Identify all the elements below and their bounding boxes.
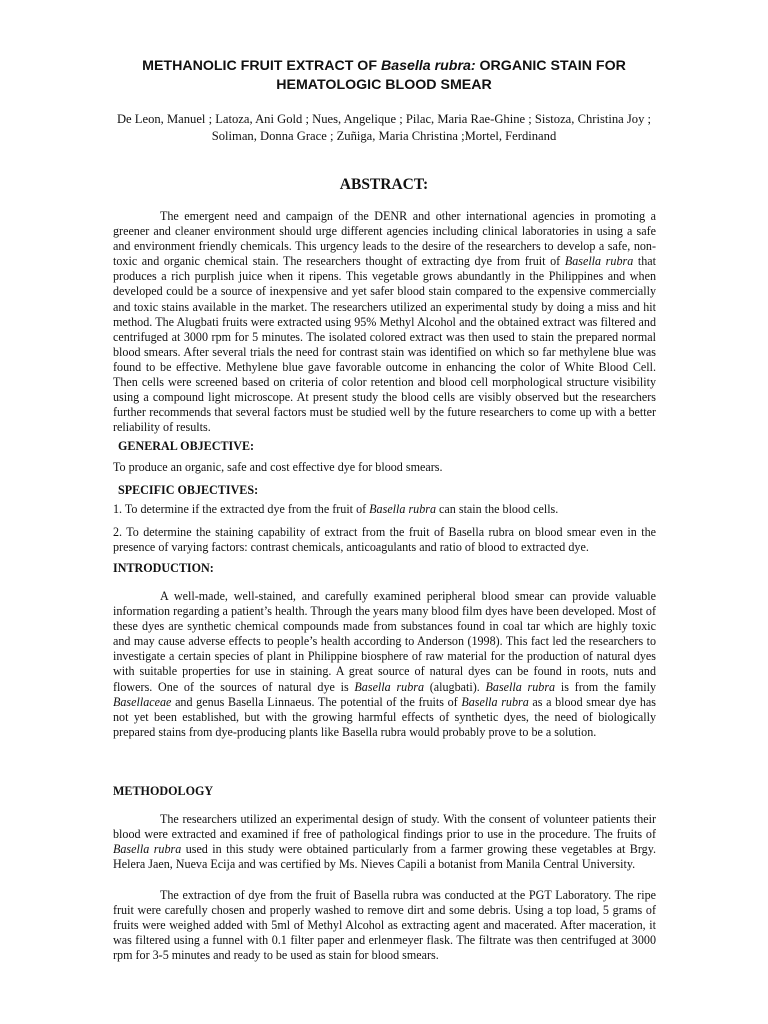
method-text-1b: used in this study were obtained particularly from a farmer growing these vegetables at Brgy. Helera Jaen, Nueva Ecija and was certified by Ms. Nieves Capili a botanist from Manila Central University. (113, 842, 657, 872)
intro-text-3: is from the family (555, 679, 656, 694)
abstract-paragraph (113, 209, 656, 435)
title-species: Basella rubra: (380, 58, 476, 74)
objective-1-text-b: can stain the blood cells. (436, 502, 559, 516)
abstract-text-2: that produces a rich purplish juice when it ripens. This vegetable grows abundantly in the Philippines and when developed could be a source of inexpensive and yet safer blood stain compared to the expensive commercially and toxic stains available in the market. The researchers utilized an experimental study by doing a miss and hit method. The Alugbati fruits were extracted using 95% Methyl Alcohol and the obtained extract was filtered and centrifuged at 3000 rpm for 5 minutes. The isolated colored extract was then used to stain the prepared normal blood smears. After several trials the need for contrast stain was identified on which so far methylene blue was found to be effective. Methylene blue gave favorable outcome in enhancing the color of White Blood Cell. Then cells were screened based on criteria of color retention and blood cell morphological structure visibility using a compound light microscope. At present study the blood cells are visibly observed but the researchers further recommends that several factors must be studied well by the future researchers to come up with a better reliability of results. (113, 254, 656, 435)
title-part2: ORGANIC STAIN FOR (475, 58, 626, 74)
abstract-species: Basella rubra (564, 254, 634, 269)
method-species: Basella rubra (113, 842, 182, 857)
general-objective-text: To produce an organic, safe and cost effective dye for blood smears. (113, 460, 443, 474)
intro-text-1: A well-made, well-stained, and carefully examined peripheral blood smear can provide valuable information regarding a patient’s health. Through the years many blood film dyes have been developed. Most of these dyes are synthetic chemical compounds made from substances found in coal tar which are highly toxic and may cause adverse effects to people’s health according to Anderson (1998). This fact led the researchers to investigate a certain species of plant in Philippine biosphere of raw material for the production of natural dyes with suitable properties for use in staining. A great source of natural dyes can be found in roots, nuts and flowers. One of the sources of natural dye is (113, 589, 656, 694)
abstract-text-1: The emergent need and campaign of the DENR and other international agencies in promoting a greener and cleaner environment should urge different agencies including clinical laboratories in using a safe and environment friendly chemicals. This urgency leads to the desire of the researchers to develop a safe, non-toxic and organic chemical stain. The researchers thought of extracting dye from fruit of (113, 209, 656, 269)
introduction-heading: INTRODUCTION: (113, 561, 214, 575)
specific-objectives-heading: SPECIFIC OBJECTIVES: (118, 483, 259, 497)
specific-objective-2: 2. To determine the staining capability of extract from the fruit of Basella rubra on blood smear even in the presence of varying factors: contrast chemicals, anticoagulants and ratio of blood to extracted dye. (113, 525, 656, 555)
specific-objective-1 (113, 502, 656, 517)
intro-text-4: and genus Basella Linnaeus. The potential of the fruits of (171, 694, 462, 709)
objective-1-species: Basella rubra (369, 502, 437, 516)
title-part1: METHANOLIC FRUIT EXTRACT OF (142, 58, 381, 74)
intro-italic-2: Basella rubra (485, 679, 556, 694)
introduction-paragraph (113, 589, 656, 740)
objective-1-text-a: 1. To determine if the extracted dye from the fruit of (113, 502, 370, 516)
author-list: De Leon, Manuel ; Latoza, Ani Gold ; Nues, Angelique ; Pilac, Maria Rae-Ghine ; Sistoza, Christina Joy ; Soliman, Donna Grace ; Zuñiga, Maria Christina ;Mortel, Ferdinand (116, 112, 652, 143)
paper-title (80, 57, 688, 95)
intro-italic-4: Basella rubra (461, 694, 529, 709)
intro-text-5: as a blood smear dye has not yet been established, but with the growing harmful effects of synthetic dyes, the need of biologically prepared stains from dye-producing plants like Basella rubra would probably prove to be a solution. (113, 694, 656, 739)
methodology-paragraph-1 (113, 812, 656, 872)
method-text-1a: The researchers utilized an experimental design of study. With the consent of volunteer patients their blood were extracted and examined if free of pathological findings prior to use in the procedure. The fruits of (113, 812, 656, 842)
methodology-paragraph-2: The extraction of dye from the fruit of Basella rubra was conducted at the PGT Laboratory. The ripe fruit were carefully chosen and properly washed to remove dirt and some debris. Using a top load, 5 grams of fruits were weighed added with 5ml of Methyl Alcohol as extracting agent and macerated. After maceration, it was filtered using a funnel with 0.1 filter paper and erlenmeyer flask. The filtrate was then centrifuged at 3000 rpm for 3-5 minutes and ready to be used as stain for blood smears. (113, 888, 656, 963)
methodology-heading: METHODOLOGY (113, 784, 214, 798)
intro-italic-1: Basella rubra (354, 679, 424, 694)
intro-text-2: (alugbati). (424, 679, 486, 694)
intro-italic-3: Basellaceae (113, 694, 172, 709)
abstract-heading: ABSTRACT: (339, 176, 429, 193)
title-line2: HEMATOLOGIC BLOOD SMEAR (276, 77, 492, 93)
general-objective-heading: GENERAL OBJECTIVE: (118, 439, 255, 453)
